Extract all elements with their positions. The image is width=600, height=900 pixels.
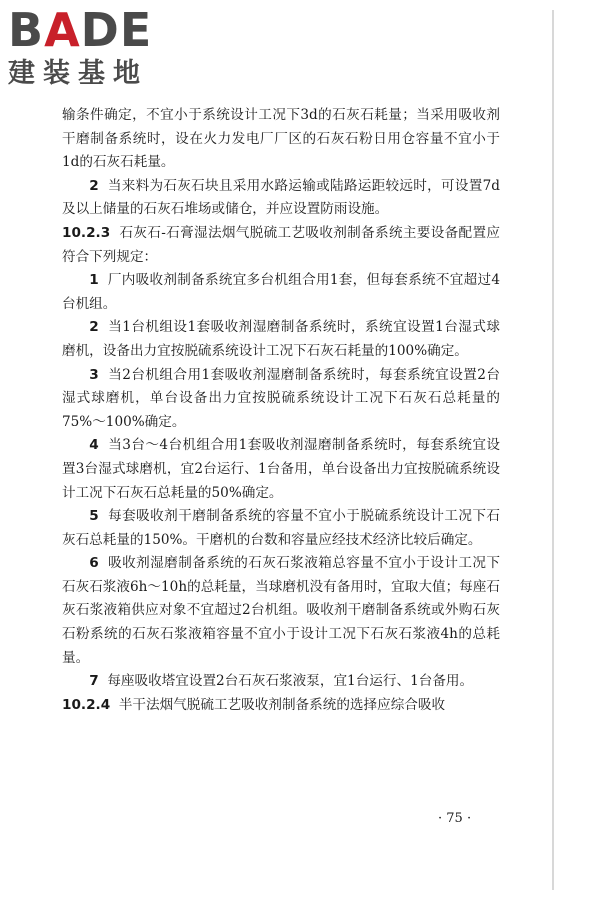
clause-number: 1 (89, 272, 99, 289)
clause-text: 每座吸收塔宜设置2台石灰石浆液泵，宜1台运行、1台备用。 (107, 673, 474, 690)
clause-text: 厂内吸收剂制备系统宜多台机组合用1套，但每套系统不宜超过4台机组。 (62, 272, 500, 312)
page-number: · 75 · (438, 811, 472, 826)
clause-number: 2 (89, 177, 99, 194)
section-text: 石灰石-石膏湿法烟气脱硫工艺吸收剂制备系统主要设备配置应符合下列规定： (62, 224, 500, 265)
section-10-2-4 (62, 694, 500, 718)
clause-2-stockpile (62, 175, 500, 222)
logo-letters-de: DE (80, 3, 153, 57)
clause-3 (62, 364, 500, 435)
clause-text: 当来料为石灰石块且采用水路运输或陆路运距较远时，可设置7d及以上储量的石灰石堆场或储仓，并应设置防雨设施。 (62, 177, 500, 218)
clause-1 (62, 269, 500, 316)
clause-7 (62, 670, 500, 694)
page-edge-divider (552, 10, 554, 890)
logo-subtitle: 建装基地 (8, 58, 148, 89)
section-number: 10.2.4 (62, 696, 111, 713)
clause-6 (62, 552, 500, 670)
clause-5 (62, 505, 500, 552)
clause-text: 吸收剂湿磨制备系统的石灰石浆液箱总容量不宜小于设计工况下石灰石浆液6h～10h的总耗量，当球磨机没有备用时，宜取大值；每座石灰石浆液箱供应对象不宜超过2台机组。吸收剂干磨制备系统或外购石灰石粉系统的石灰石浆液箱容量不宜小于设计工况下石灰石浆液4h的总耗量。 (62, 555, 500, 666)
bade-logo (8, 4, 178, 90)
clause-text: 当1台机组设1套吸收剂湿磨制备系统时，系统宜设置1台湿式球磨机，设备出力宜按脱硫系统设计工况下石灰石耗量的100%确定。 (62, 319, 500, 359)
logo-letter-a: A (44, 3, 81, 57)
logo-letters-b: B (8, 3, 45, 57)
clause-number: 4 (89, 437, 99, 454)
logo-wordmark (8, 4, 178, 56)
section-number: 10.2.3 (62, 224, 111, 241)
clause-number: 5 (89, 508, 99, 525)
clause-number: 3 (89, 366, 99, 383)
section-10-2-3 (62, 222, 500, 269)
clause-4 (62, 434, 500, 505)
clause-2 (62, 316, 500, 363)
clause-text: 当3台～4台机组合用1套吸收剂湿磨制备系统时，每套系统宜设置3台湿式球磨机，宜2台运行、1台备用，单台设备出力宜按脱硫系统设计工况下石灰石总耗量的50%确定。 (62, 437, 500, 501)
clause-number: 7 (89, 673, 99, 690)
clause-text: 当2台机组合用1套吸收剂湿磨制备系统时，每套系统宜设置2台湿式球磨机，单台设备出力宜按脱硫系统设计工况下石灰石总耗量的75%～100%确定。 (62, 366, 500, 430)
clause-number: 2 (89, 319, 99, 336)
section-text: 半干法烟气脱硫工艺吸收剂制备系统的选择应综合吸收 (118, 696, 446, 713)
document-body (62, 104, 500, 717)
clause-number: 6 (89, 555, 99, 572)
paragraph-continued (62, 104, 500, 175)
clause-text: 每套吸收剂干磨制备系统的容量不宜小于脱硫系统设计工况下石灰石总耗量的150%。干磨机的台数和容量应经技术经济比较后确定。 (62, 508, 500, 548)
paragraph-text: 输条件确定，不宜小于系统设计工况下3d的石灰石耗量；当采用吸收剂干磨制备系统时，设在火力发电厂厂区的石灰石粉日用仓容量不宜小于1d的石灰石耗量。 (62, 107, 500, 171)
